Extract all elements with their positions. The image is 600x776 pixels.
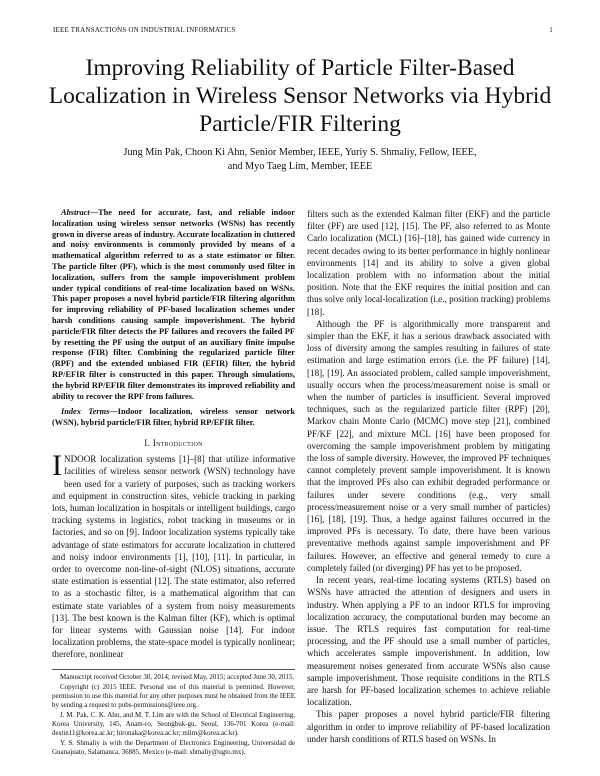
section-title: Introduction [152, 437, 203, 448]
index-terms-text: —Indoor localization, wireless sensor network (WSN), hybrid particle/FIR filter, hybrid RP/EFIR filter. [52, 407, 295, 428]
right-column [307, 208, 550, 745]
left-column [52, 208, 295, 759]
index-terms [52, 407, 295, 429]
author-line-1: Jung Min Pak, Choon Ki Ahn, Senior Member, IEEE, Yuriy S. Shmaliy, Fellow, IEEE, [123, 147, 477, 158]
abstract [52, 208, 295, 402]
section-heading [52, 437, 295, 449]
footnote-copyright: Copyright (c) 2015 IEEE. Personal use of this material is permitted. However, permission to use this material for any other purposes must be obtained from the IEEE by sending a request to pubs-permissions@ieee.org. [52, 683, 295, 709]
right-paragraph-3: In recent years, real-time locating systems (RTLS) based on WSNs have attracted the attention of designers and users in industry. When applying a PF to an indoor RTLS for improving localization accuracy, the computational burden may become an issue. The RTLS requires fast computation for real-time processing, and the PF should use a small number of particles, which accelerates sample impoverishment. In addition, low measurement noises generated from accurate WSNs also cause sample impoverishment. Those requisite conditions in the RTLS are harsh for PF-based localization schemes to achieve reliable localization. [307, 575, 550, 708]
drop-cap: I [52, 449, 62, 483]
footnote-received: Manuscript received October 30, 2014; revised May, 2015; accepted June 30, 2015. [60, 672, 295, 681]
abstract-text: —The need for accurate, fast, and reliable indoor localization using wireless sensor networks (WSNs) has recently grown in diverse areas of industry. Accurate localization in cluttered and noisy environments is commonly provided by means of a mathematical algorithm referred to as a state estimator or filter. The particle filter (PF), which is the most commonly used filter in localization, suffers from the sample impoverishment problem under typical conditions of real-time localization based on WSNs. This paper proposes a novel hybrid particle/FIR filtering algorithm for improving reliability of PF-based localization schemes under harsh conditions causing sample impoverishment. The hybrid particle/FIR filter detects the PF failures and recovers the failed PF by resetting the PF using the output of an auxiliary finite impulse response (FIR) filter. Combining the regularized particle filter (RPF) and the extended unbiased FIR (EFIR) filter, the hybrid RP/EFIR filter is constructed in this paper. Through simulations, the hybrid RP/EFIR filter demonstrates its improved reliability and ability to recover the RPF from failures. [52, 208, 295, 401]
page-number: 1 [549, 26, 553, 34]
author-list [80, 146, 520, 174]
index-terms-label: Index Terms [61, 407, 110, 417]
abstract-label: Abstract [61, 208, 90, 217]
author-line-2: and Myo Taeg Lim, Member, IEEE [227, 161, 373, 172]
right-paragraph-1: filters such as the extended Kalman filter (EKF) and the particle filter (PF) are used [12], [15]. The PF, also referred to as Monte Carlo localization (MCL) [16]–[18], has gained wide currency in recent decades owing to its better performance in highly nonlinear environments [14] and its ability to solve a given global localization problem with no information about the initial position. Note that the EKF requires the initial position and can thus solve only local-localization (i.e., position tracking) problems [18]. [307, 209, 550, 317]
section-number: I. [144, 437, 151, 448]
intro-first-word: NDOOR [64, 454, 97, 465]
right-paragraph-4: This paper proposes a novel hybrid particle/FIR filtering algorithm in order to improve reliability of PF-based localization under harsh conditions of RTLS based on WSNs. In [307, 709, 550, 744]
paper-title: Improving Reliability of Particle Filter-Based Localization in Wireless Sensor Networks via Hybrid Particle/FIR Filtering [48, 55, 552, 137]
intro-paragraph [52, 449, 295, 660]
footnotes [52, 669, 295, 758]
intro-text: localization systems [1]–[8] that utilize informative facilities of wireless sensor network (WSN) technology have been used for a variety of purposes, such as tracking workers and equipment in construction sites, vehicle tracking in parking lots, human localization in hospitals or intelligent buildings, cargo tracking systems in logistics, robot tracking in museums or in factories, and so on [9]. Indoor localization systems typically take advantage of state estimators for accurate localization in cluttered and noisy indoor environments [1], [10], [11]. In particular, in order to overcome non-line-of-sight (NLOS) situations, accurate state estimation is essential [12]. The state estimator, also referred to as a stochastic filter, is a mathematical algorithm that can estimate state variables of a system from noisy measurements [13]. The best known is the Kalman filter (KF), which is optimal for linear systems with Gaussian noise [14]. For indoor localization problems, the state-space model is typically nonlinear; therefore, nonlinear [52, 454, 295, 660]
journal-name: IEEE TRANSACTIONS ON INDUSTRIAL INFORMATICS [53, 26, 236, 34]
right-paragraph-2: Although the PF is algorithmically more transparent and simpler than the EKF, it has a serious drawback associated with loss of diversity among the samples resulting in failures of state estimation and large estimation errors (i.e. the PF failure) [14], [18], [19]. An associated problem, called sample impoverishment, usually occurs when the process/measurement noise is small or when the number of particles is insufficient. Several improved techniques, such as the regularized particle filter (RPF) [20], Markov chain Monte Carlo (MCMC) move step [21], combined PF/KF [22], and mixture MCL [16] have been proposed for overcoming the sample impoverishment problem by mitigating the loss of sample diversity. However, the improved PF techniques cannot completely prevent sample impoverishment. It is known that the improved PFs also can exhibit degraded performance or failures under severe conditions (e.g., very small process/measurement noise or a very small number of particles) [16], [18], [19]. Thus, a hedge against failures occurred in the improved PFs is necessary. To date, there have been various preventative methods against sample impoverishment and PF failures. However, an effective and general remedy to cure a completely failed (or diverging) PF has yet to be proposed. [307, 318, 550, 573]
footnote-affiliation-1: J. M. Pak, C. K. Ahn, and M. T. Lim are with the School of Electrical Engineering, Korea University, 145, Anam-ro, Seongbuk-gu, Seoul, 136-701 Korea (e-mail: destin11@korea.ac.kr; hironaka@korea.ac.kr; mlim@korea.ac.kr). [52, 711, 295, 738]
footnote-affiliation-2: Y. S. Shmaliy is with the Department of Electronics Engineering, Universidad de Guanajuato, Salamanca, 36885, Mexico (e-mail: shmaliy@ugto.mx). [52, 739, 295, 757]
